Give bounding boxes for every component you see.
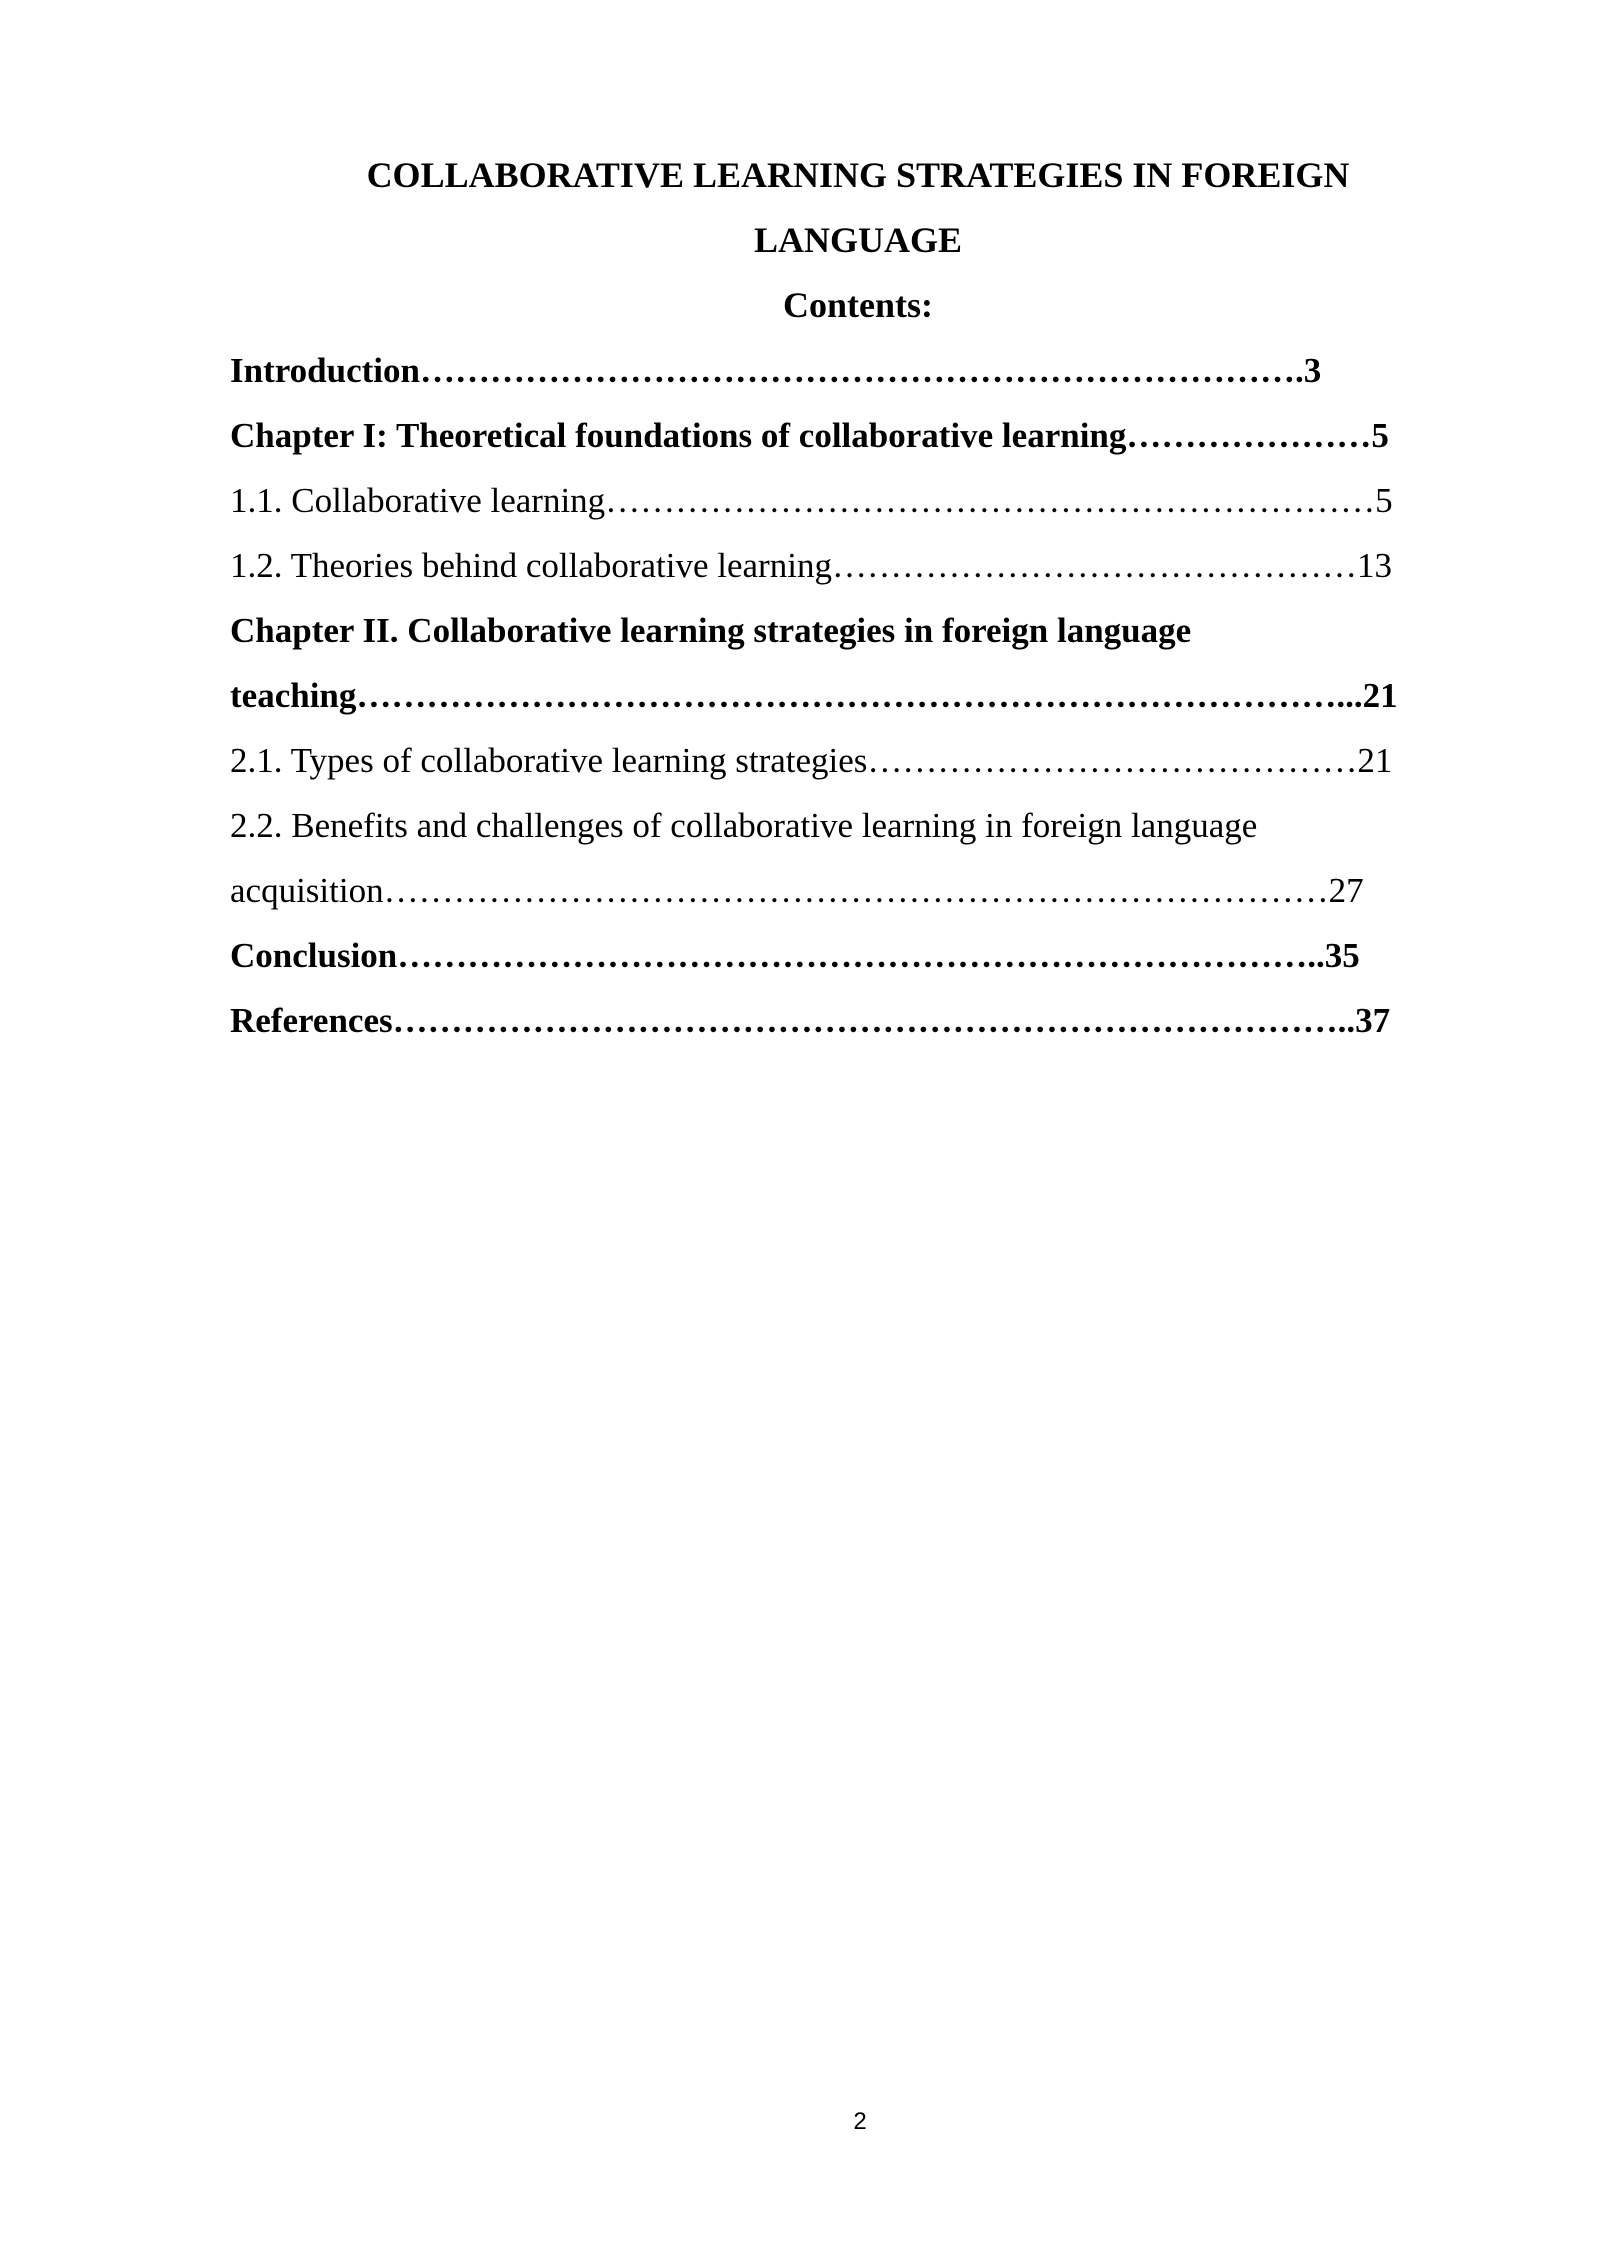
toc-entry: Chapter II. Collaborative learning strategies in foreign language [230, 611, 1192, 650]
table-of-contents [230, 338, 1486, 1053]
contents-heading: Contents: [783, 285, 933, 325]
toc-entry: acquisition………………………………………………………………………27 [230, 871, 1364, 910]
toc-entry: References………………………………………………………………………..37 [230, 1001, 1391, 1040]
toc-entry: Conclusion……………………………………………………………………..35 [230, 936, 1360, 975]
document-title-line-2: LANGUAGE [753, 220, 963, 260]
document-title-line-1: COLLABORATIVE LEARNING STRATEGIES IN FOREIGN [366, 155, 1350, 195]
toc-entry: 1.2. Theories behind collaborative learning………………………………………13 [230, 546, 1392, 585]
toc-entry: Introduction………………………………………………………………….3 [230, 351, 1322, 390]
toc-entry: 2.1. Types of collaborative learning strategies……………………………………21 [230, 741, 1393, 780]
toc-entry: 2.2. Benefits and challenges of collaborative learning in foreign language [230, 806, 1258, 845]
toc-entry: teaching…………………………………………………………………………...21 [230, 676, 1398, 715]
toc-entry: 1.1. Collaborative learning…………………………………………………………5 [230, 481, 1393, 520]
toc-entry: Chapter I: Theoretical foundations of collaborative learning…………………5 [230, 416, 1389, 455]
page-number: 2 [853, 2108, 867, 2135]
